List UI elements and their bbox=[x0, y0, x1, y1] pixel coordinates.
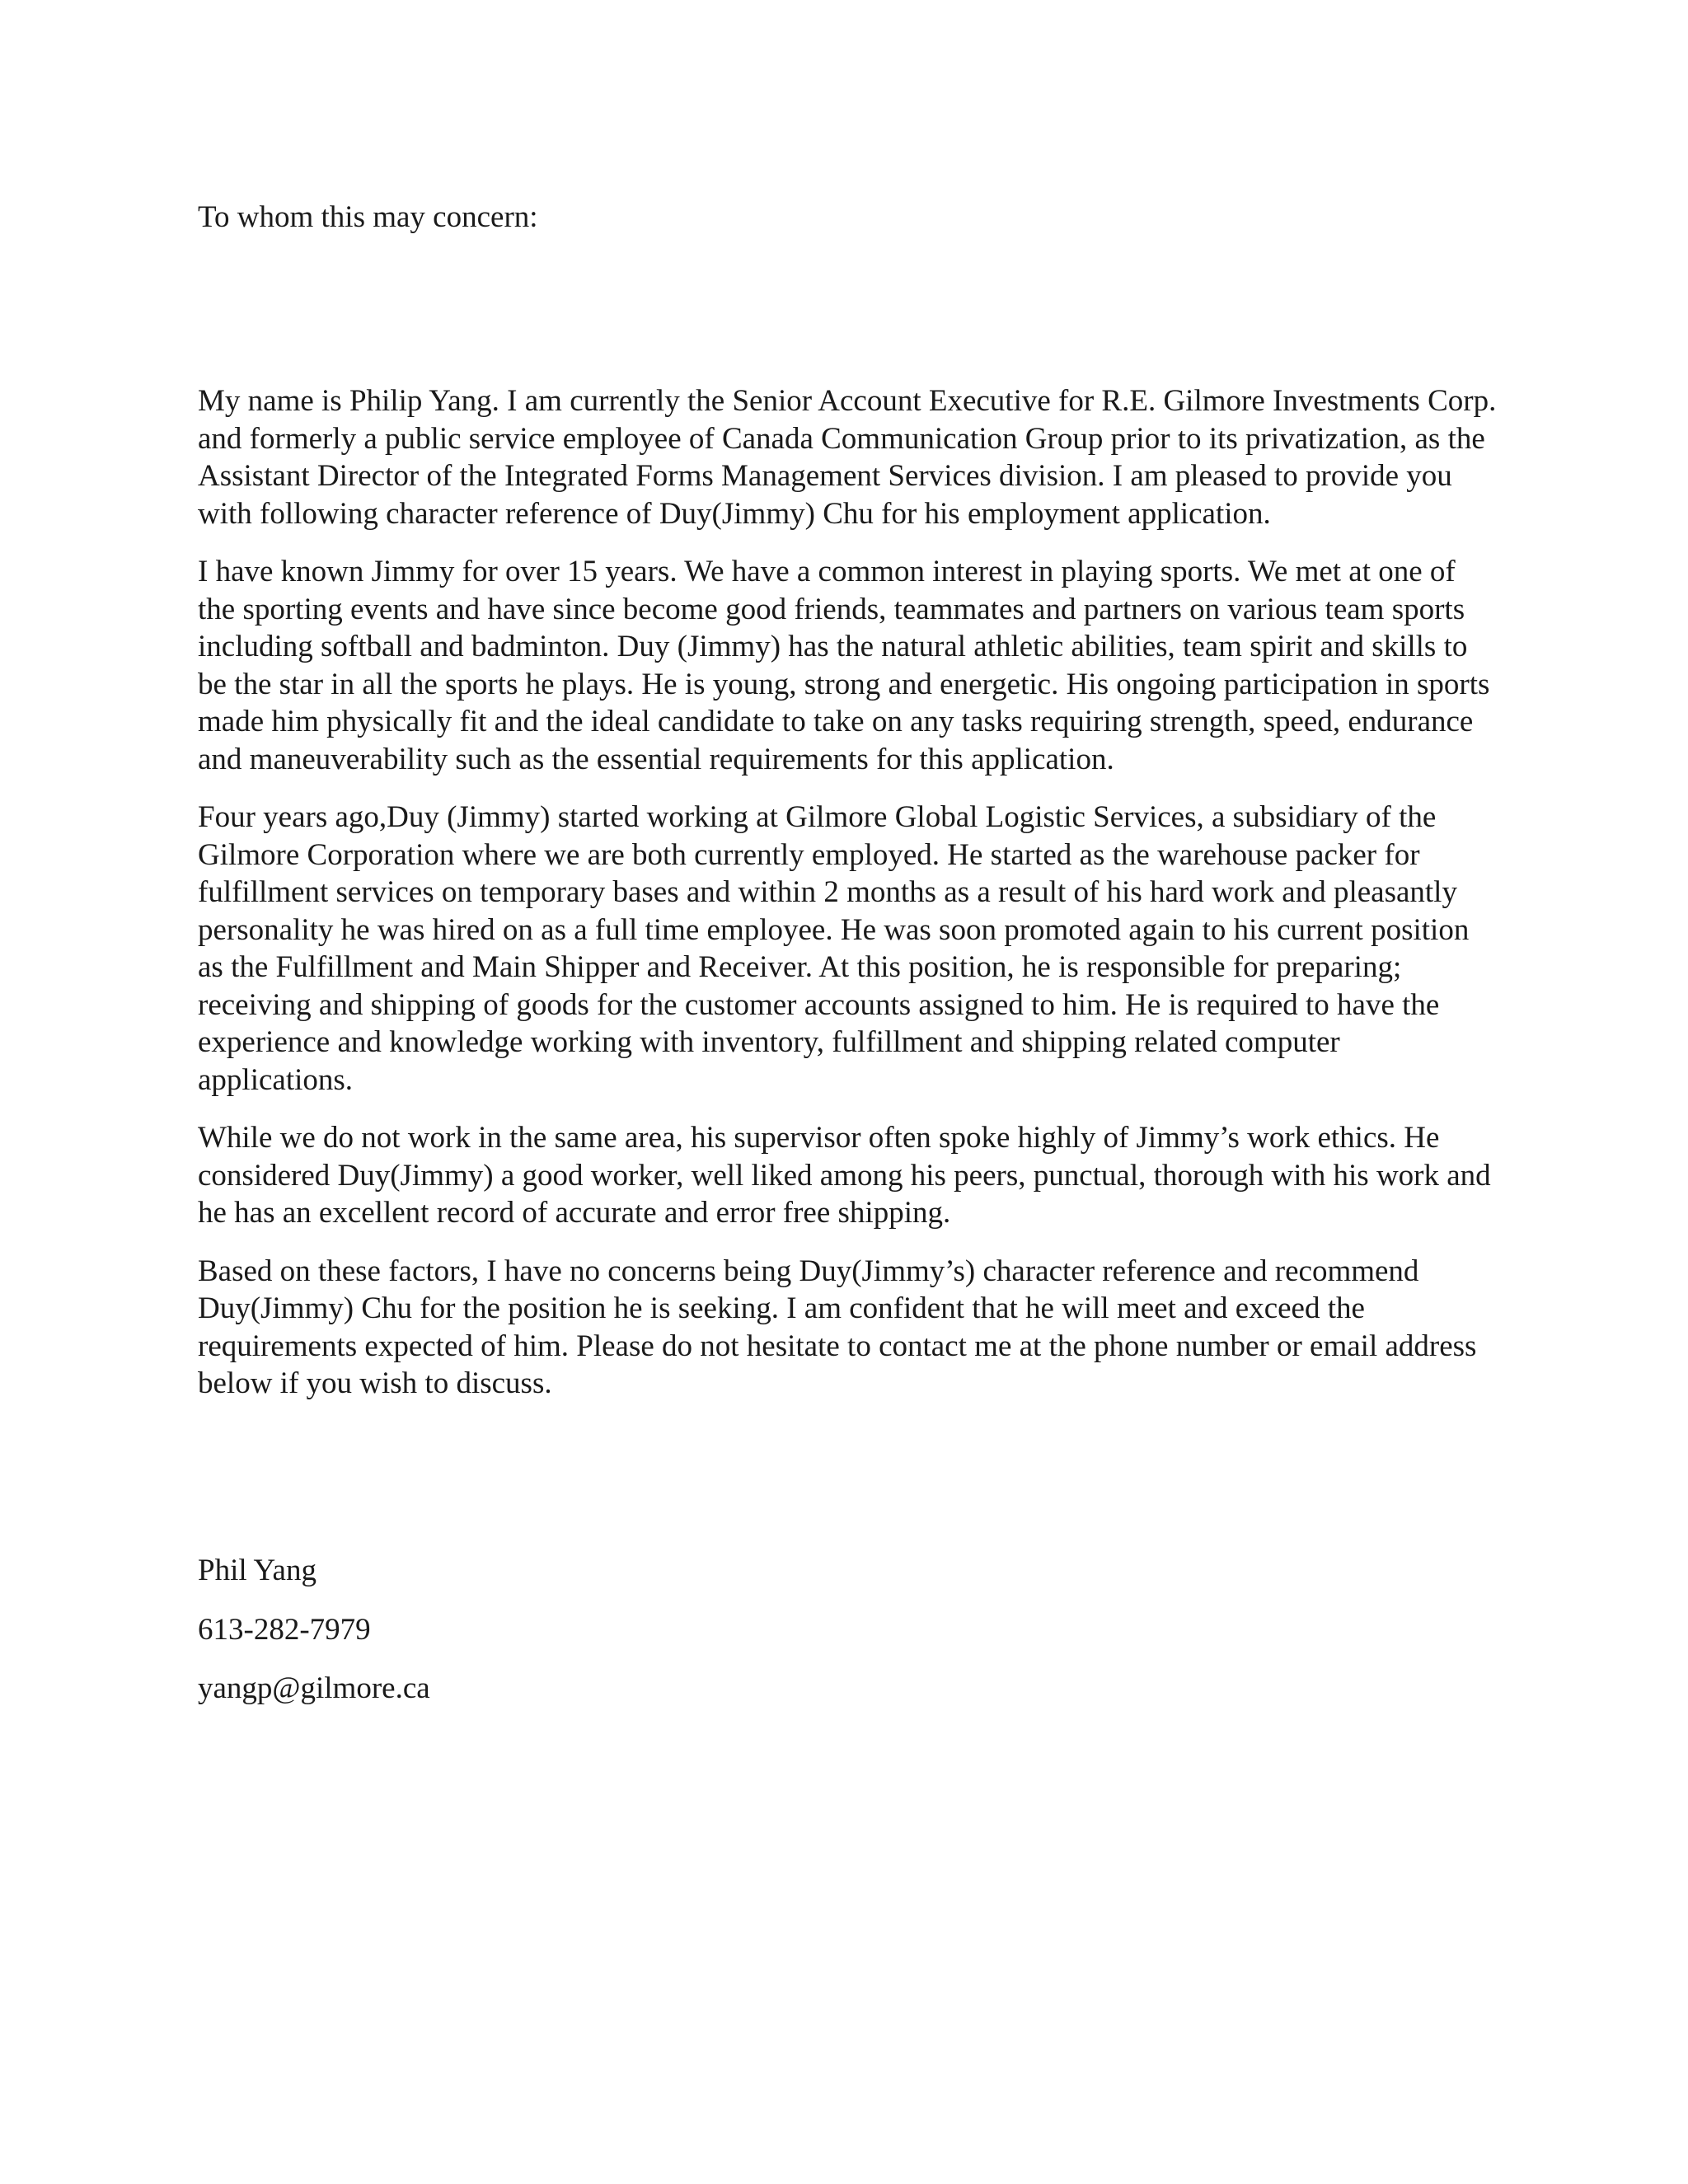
signer-phone: 613-282-7979 bbox=[198, 1612, 371, 1647]
paragraph-sports: I have known Jimmy for over 15 years. We have a common interest in playing sports. We met at one of the sporting events and have since become good friends, teammates and partners on various team sports including softball and badminton. Duy (Jimmy) has the natural athletic abilities, team spirit and skills to be the star in all the sports he plays. He is young, strong and energetic. His ongoing participation in sports made him physically fit and the ideal candidate to take on any tasks requiring strength, speed, endurance and maneuverability such as the essential requirements for this application. bbox=[198, 555, 1490, 776]
paragraph-employment: Four years ago,Duy (Jimmy) started working at Gilmore Global Logistic Services, a subsidiary of the Gilmore Corporation where we are both currently employed. He started as the warehouse packer for fulfillment services on temporary bases and within 2 months as a result of his hard work and pleasantly personality he was hired on as a full time employee. He was soon promoted again to his current position as the Fulfillment and Main Shipper and Receiver. At this position, he is responsible for preparing; receiving and shipping of goods for the customer accounts assigned to him. He is required to have the experience and knowledge working with inventory, fulfillment and shipping related computer applications. bbox=[198, 800, 1470, 1097]
salutation: To whom this may concern: bbox=[198, 200, 538, 234]
letter-body bbox=[198, 382, 1500, 1423]
signer-name: Phil Yang bbox=[198, 1554, 316, 1587]
paragraph-recommendation: Based on these factors, I have no concerns being Duy(Jimmy’s) character reference and recommend Duy(Jimmy) Chu for the position he is seeking. I am confident that he will meet and exceed the requirements expected of him. Please do not hesitate to contact me at the phone number or email address below if you wish to discuss. bbox=[198, 1254, 1477, 1400]
paragraph-introduction: My name is Philip Yang. I am currently the Senior Account Executive for R.E. Gilmore Investments Corp. and formerly a public service employee of Canada Communication Group prior to its privatization, as the Assistant Director of the Integrated Forms Management Services division. I am pleased to provide you with following character reference of Duy(Jimmy) Chu for his employment application. bbox=[198, 384, 1497, 531]
signer-email: yangp@gilmore.ca bbox=[198, 1671, 430, 1705]
signature-block bbox=[198, 1552, 430, 1729]
paragraph-supervisor: While we do not work in the same area, his supervisor often spoke highly of Jimmy’s work ethics. He considered Duy(Jimmy) a good worker, well liked among his peers, punctual, thorough with his work and he has an excellent record of accurate and error free shipping. bbox=[198, 1121, 1491, 1230]
